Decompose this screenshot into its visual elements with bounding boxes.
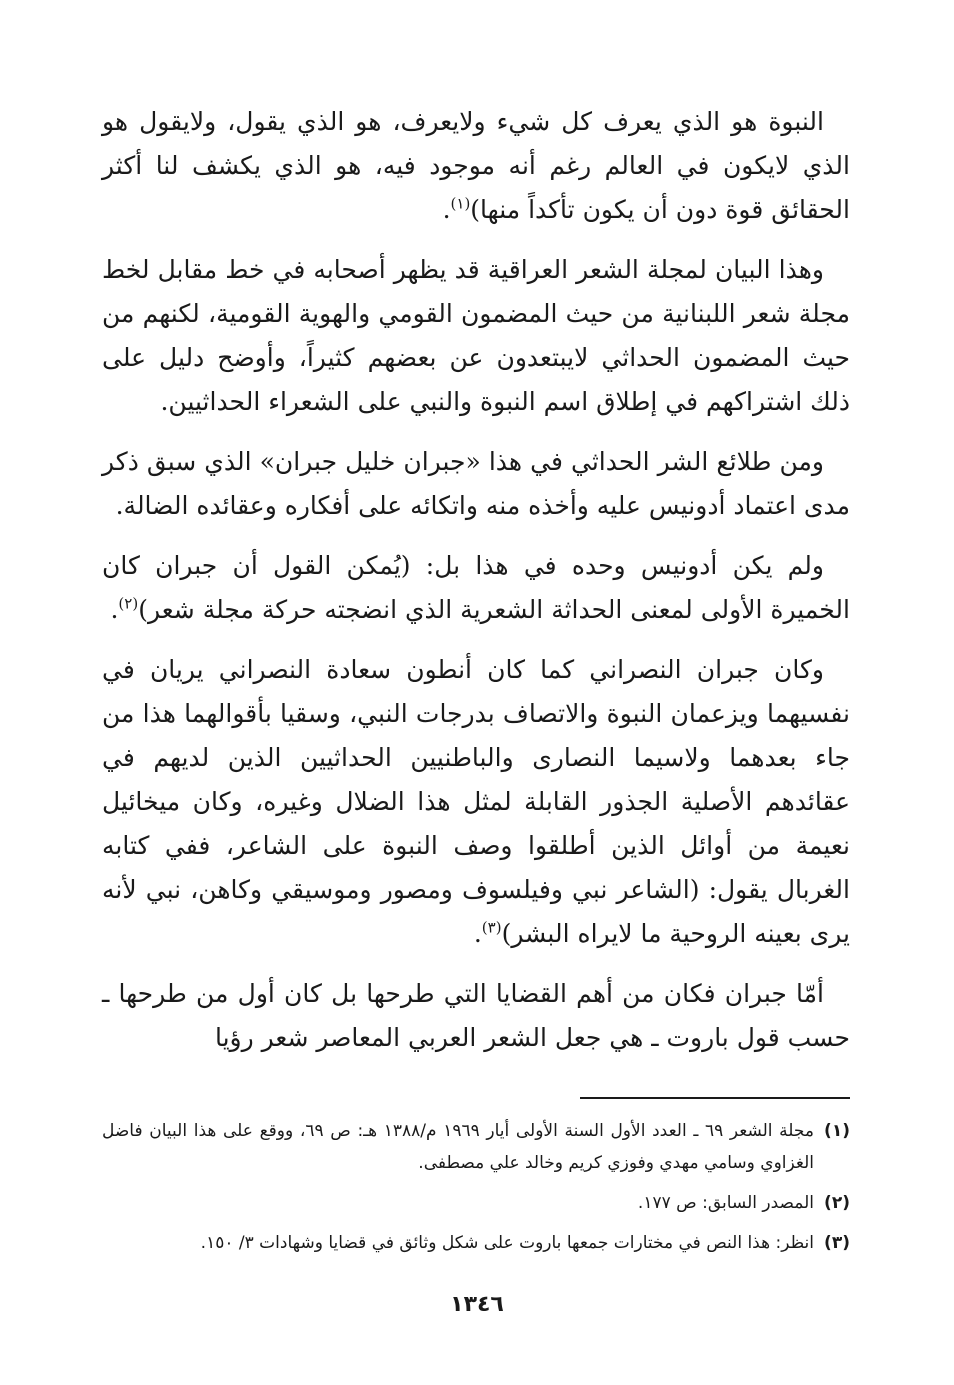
- paragraph-4: [102, 544, 850, 632]
- paragraph-5-text: وكان جبران النصراني كما كان أنطون سعادة النصراني يريان في نفسيهما ويزعمان النبوة والاتصاف بدرجات النبي، وسقيا بأقوالهما هذا من جاء بعدهما ولاسيما النصارى والباطنيين الحداثيين الذين لديهم في عقائدهم الأصلية الجذور القابلة لمثل هذا الضلال وغيره، وكان ميخائيل نعيمة من أوائل الذين أطلقوا وصف النبوة على الشاعر، ففي كتابه الغربال يقول: (الشاعر نبي وفيلسوف ومصور وموسيقي وكاهن، نبي لأنه يرى بعينه الروحية ما لايراه البشر): [102, 655, 850, 948]
- footnote-ref-2[interactable]: (٢): [118, 594, 139, 613]
- footnote-3: [102, 1227, 850, 1259]
- footnotes: [102, 1115, 850, 1267]
- page-number: ١٣٤٦: [450, 1292, 504, 1317]
- footnote-1: [102, 1115, 850, 1179]
- footnote-1-text: مجلة الشعر ٦٩ ـ العدد الأول السنة الأولى أيار ١٩٦٩ م/١٣٨٨ هـ: ص ٦٩، ووقع على هذا البيان فاضل الغزاوي وسامي مهدي وفوزي كريم وخالد علي مصطفى.: [102, 1121, 815, 1173]
- paragraph-3-text: ومن طلائع الشر الحداثي في هذا «جبران خليل جبران» الذي سبق ذكر مدى اعتماد أدونيس عليه وأخذه منه واتكائه على أفكاره وعقائده الضالة.: [102, 447, 850, 520]
- footnote-divider: [580, 1097, 850, 1099]
- paragraph-3: [102, 440, 850, 528]
- paragraph-2: [102, 248, 850, 424]
- paragraph-1-text: النبوة هو الذي يعرف كل شيء ولايعرف، هو الذي يقول، ولايقول هو الذي لايكون في العالم رغم أنه موجود فيه، هو الذي يكشف لنا أكثر الحقائق قوة دون أن يكون تأكداً منها): [102, 107, 850, 224]
- paragraph-6: [102, 972, 850, 1060]
- footnote-ref-1[interactable]: (١): [450, 194, 471, 213]
- paragraph-1: [102, 100, 850, 232]
- footnote-3-text: انظر: هذا النص في مختارات جمعها باروت على شكل وثائق في قضايا وشهادات ٣/ ١٥٠.: [200, 1233, 814, 1253]
- paragraph-6-text: أمّا جبران فكان من أهم القضايا التي طرحها بل كان أول من طرحها ـ حسب قول باروت ـ هي جعل الشعر العربي المعاصر شعر رؤيا: [102, 979, 850, 1052]
- footnote-2-number: (٢): [824, 1193, 850, 1213]
- paragraph-5-end: .: [473, 919, 482, 948]
- paragraph-4-text: ولم يكن أدونيس وحده في هذا بل: (يُمكن القول أن جبران كان الخميرة الأولى لمعنى الحداثة الشعرية الذي انضجته حركة مجلة شعر): [102, 551, 850, 624]
- footnote-ref-3[interactable]: (٣): [481, 918, 502, 937]
- footnote-2: [102, 1187, 850, 1219]
- footnote-1-number: (١): [824, 1121, 850, 1141]
- footnote-3-number: (٣): [824, 1233, 850, 1253]
- paragraph-1-end: .: [442, 195, 451, 224]
- main-text: [102, 100, 850, 1076]
- footnote-2-text: المصدر السابق: ص ١٧٧.: [637, 1193, 814, 1213]
- paragraph-4-end: .: [110, 595, 119, 624]
- paragraph-5: [102, 648, 850, 956]
- paragraph-2-text: وهذا البيان لمجلة الشعر العراقية قد يظهر أصحابه في خط مقابل لخط مجلة شعر اللبنانية من حيث المضمون القومي والهوية القومية، لكنهم من حيث المضمون الحداثي لايبتعدون عن بعضهم كثيراً، وأوضح دليل على ذلك اشتراكهم في إطلاق اسم النبوة والنبي على الشعراء الحداثيين.: [102, 255, 850, 416]
